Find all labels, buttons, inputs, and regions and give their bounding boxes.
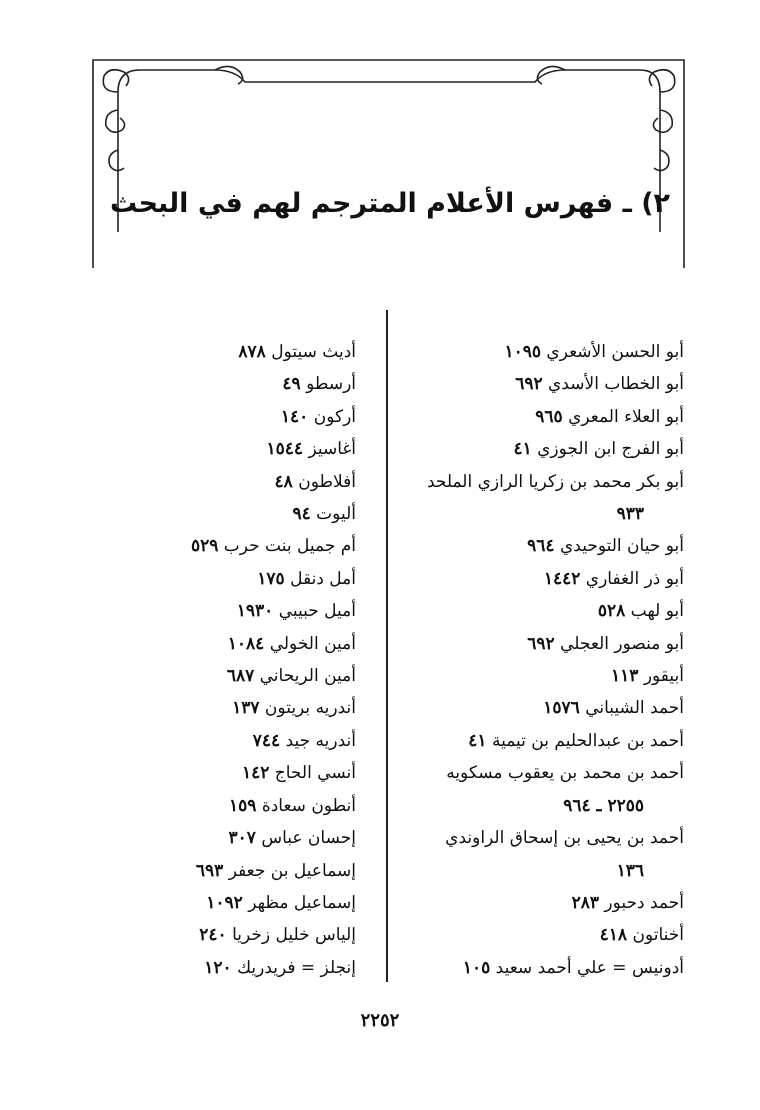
index-entry — [54, 563, 356, 595]
entry-name: أنسي الحاج — [274, 763, 356, 784]
entry-pages: ٤١ — [513, 439, 532, 460]
entry-pages: ٤١٨ — [599, 925, 628, 946]
index-entry — [394, 822, 684, 854]
index-entry — [54, 498, 356, 530]
index-entry — [54, 660, 356, 692]
entry-pages: ١١٣ — [611, 666, 639, 687]
index-entry — [394, 692, 684, 724]
entry-pages: ٩٦٤ — [527, 536, 555, 557]
entry-pages: ١٥٧٦ — [543, 698, 580, 719]
entry-name: أليوت — [316, 504, 356, 525]
entry-name: أميل حبيبي — [278, 601, 356, 622]
entry-name: أبو منصور العجلي — [560, 633, 684, 654]
entry-name: إحسان عباس — [261, 828, 356, 849]
entry-pages: ١٥٤٤ — [266, 439, 304, 460]
entry-pages: ٤١ — [468, 730, 487, 751]
entry-name: أبو الحسن الأشعري — [546, 342, 684, 362]
entry-name: أخناتون — [632, 925, 684, 946]
index-entry — [394, 401, 684, 433]
index-entry — [54, 401, 356, 433]
index-entry — [54, 725, 356, 757]
entry-pages: ١٠٩٢ — [206, 892, 243, 913]
entry-pages: ٦٨٧ — [226, 666, 255, 687]
index-entry — [54, 757, 356, 789]
entry-pages: ٢٢٥٥ ـ ٩٦٤ — [563, 795, 644, 816]
index-entry — [54, 952, 356, 984]
entry-pages: ٢٨٣ — [571, 892, 599, 913]
index-entry — [394, 757, 684, 789]
index-entry — [394, 368, 684, 400]
entry-name: أحمد بن عبدالحليم بن تيمية — [491, 730, 684, 751]
index-entry — [54, 628, 356, 660]
entry-pages: ٦٩٢ — [527, 633, 555, 654]
entry-pages: ٣٠٧ — [228, 828, 256, 849]
index-entry — [394, 433, 684, 465]
entry-pages: ٦٩٢ — [515, 374, 543, 395]
entry-pages: ١٣٧ — [232, 698, 260, 719]
entry-name: إسماعيل مظهر — [248, 892, 356, 913]
entry-pages: ١٢٠ — [204, 957, 232, 978]
entry-name: أديث سيتول — [271, 342, 356, 362]
entry-name: أندريه بريتون — [264, 698, 356, 719]
entry-name: أدونيس = علي أحمد سعيد — [495, 957, 684, 978]
entry-name: أمين الخولي — [269, 633, 356, 654]
index-entry — [394, 530, 684, 562]
entry-pages: ١٤٤٢ — [543, 568, 581, 589]
entry-pages: ٨٧٨ — [238, 342, 266, 362]
entry-pages: ٤٩ — [282, 374, 301, 395]
index-entry — [394, 336, 684, 368]
entry-name: أركون — [313, 406, 356, 427]
entry-name: أبو بكر محمد بن زكريا الرازي الملحد — [426, 471, 684, 492]
page-number: ٢٢٥٢ — [360, 1010, 400, 1031]
index-entry — [394, 725, 684, 757]
index-entry — [394, 466, 684, 498]
entry-pages: ١٠٥ — [462, 957, 491, 978]
index-entry — [54, 336, 356, 368]
entry-pages: ٤٨ — [274, 471, 293, 492]
index-entry — [394, 919, 684, 951]
entry-name: أبو ذر الغفاري — [585, 568, 684, 589]
entry-pages: ٩٣٣ — [616, 504, 644, 525]
index-entry — [54, 433, 356, 465]
ornamental-frame — [0, 0, 760, 300]
index-entry — [394, 855, 684, 887]
entry-pages: ٥٢٨ — [597, 601, 626, 622]
index-entry — [54, 822, 356, 854]
entry-name: أبيقور — [643, 666, 684, 687]
entry-pages: ١٥٩ — [229, 795, 257, 816]
index-entry — [394, 595, 684, 627]
entry-name: أحمد دحبور — [604, 892, 684, 913]
index-entry — [54, 855, 356, 887]
entry-name: أبو لهب — [630, 601, 684, 622]
entry-name: أحمد بن يحيى بن إسحاق الراوندي — [445, 828, 684, 849]
index-entry — [54, 466, 356, 498]
index-entry — [394, 628, 684, 660]
index-entry — [394, 660, 684, 692]
entry-pages: ٩٤ — [292, 504, 311, 525]
entry-name: أم جميل بنت حرب — [223, 536, 356, 557]
entry-name: أبو الفرج ابن الجوزي — [537, 439, 684, 460]
index-column-right — [394, 336, 684, 984]
entry-pages: ٧٤٤ — [252, 730, 281, 751]
entry-pages: ٦٩٣ — [195, 860, 224, 881]
entry-pages: ١٩٣٠ — [236, 601, 274, 622]
index-entry — [54, 692, 356, 724]
entry-name: أرسطو — [306, 374, 356, 395]
entry-name: إلياس خليل زخريا — [232, 925, 356, 946]
entry-pages: ١٤٢ — [241, 763, 270, 784]
entry-name: إنجلز = فريدريك — [237, 957, 356, 978]
page-title: ٢) ـ فهرس الأعلام المترجم لهم في البحث — [109, 188, 671, 219]
entry-name: أمل دنقل — [290, 568, 356, 589]
entry-pages: ١٤٠ — [280, 406, 309, 427]
index-entry — [394, 498, 684, 530]
entry-pages: ١٣٦ — [616, 860, 644, 881]
entry-pages: ١٠٨٤ — [227, 633, 265, 654]
entry-pages: ٢٤٠ — [199, 925, 227, 946]
entry-pages: ١٧٥ — [257, 568, 285, 589]
index-column-left — [54, 336, 374, 984]
entry-pages: ٥٢٩ — [190, 536, 219, 557]
entry-pages: ٩٦٥ — [535, 406, 563, 427]
index-entry — [54, 919, 356, 951]
entry-name: أغاسيز — [308, 439, 356, 460]
index-entry — [54, 530, 356, 562]
index-entry — [54, 887, 356, 919]
entry-name: أبو الخطاب الأسدي — [548, 374, 684, 395]
entry-name: أفلاطون — [298, 471, 356, 492]
index-entry — [54, 368, 356, 400]
entry-pages: ١٠٩٥ — [504, 342, 542, 362]
index-entry — [54, 790, 356, 822]
entry-name: أبو العلاء المعري — [568, 406, 684, 427]
entry-name: أبو حيان التوحيدي — [559, 536, 684, 557]
entry-name: إسماعيل بن جعفر — [228, 860, 356, 881]
entry-name: أحمد بن محمد بن يعقوب مسكويه — [446, 763, 684, 784]
entry-name: أمين الريحاني — [259, 666, 356, 687]
index-entry — [394, 952, 684, 984]
entry-name: أندريه جيد — [285, 730, 356, 751]
index-entry — [394, 887, 684, 919]
index-entry — [54, 595, 356, 627]
entry-name: أحمد الشيباني — [585, 698, 684, 719]
index-entry — [394, 790, 684, 822]
index-entry — [394, 563, 684, 595]
entry-name: أنطون سعادة — [261, 795, 356, 816]
column-divider — [386, 310, 388, 982]
